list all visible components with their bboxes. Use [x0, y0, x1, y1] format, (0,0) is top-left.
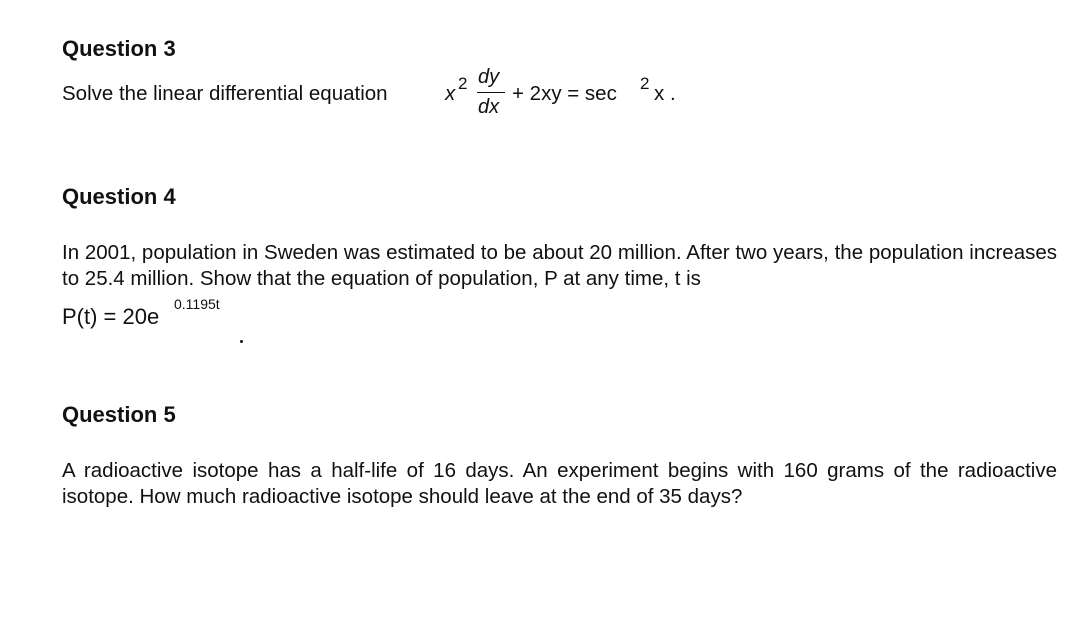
period-dot: [240, 340, 243, 343]
equation-x: x: [445, 82, 456, 105]
equation-x-exponent: 2: [458, 74, 468, 93]
fraction-denominator: dx: [478, 96, 500, 118]
question-3-prompt: Solve the linear differential equation: [62, 82, 388, 105]
equation-tail: x .: [654, 82, 676, 105]
question-5-body: A radioactive isotope has a half-life of 16 days. An experiment begins with 160 grams of the radioactive isotope. How much radioactive isotope should leave at the end of 35 days?: [62, 459, 1057, 508]
question-5-heading: Question 5: [62, 402, 176, 427]
question-4-heading: Question 4: [62, 184, 176, 209]
population-formula-exponent: 0.1195t: [174, 296, 220, 312]
question-3-heading: Question 3: [62, 36, 176, 61]
equation-middle: + 2xy = sec: [512, 82, 617, 105]
equation-sec-exponent: 2: [640, 74, 650, 93]
question-4-body: In 2001, population in Sweden was estimated to be about 20 million. After two years, the population increases to 25.4 million. Show that the equation of population, P at any time, t is: [62, 241, 1057, 290]
population-formula-base: P(t) = 20e: [62, 304, 160, 329]
fraction-bar: [477, 92, 505, 93]
fraction-numerator: dy: [478, 66, 500, 88]
